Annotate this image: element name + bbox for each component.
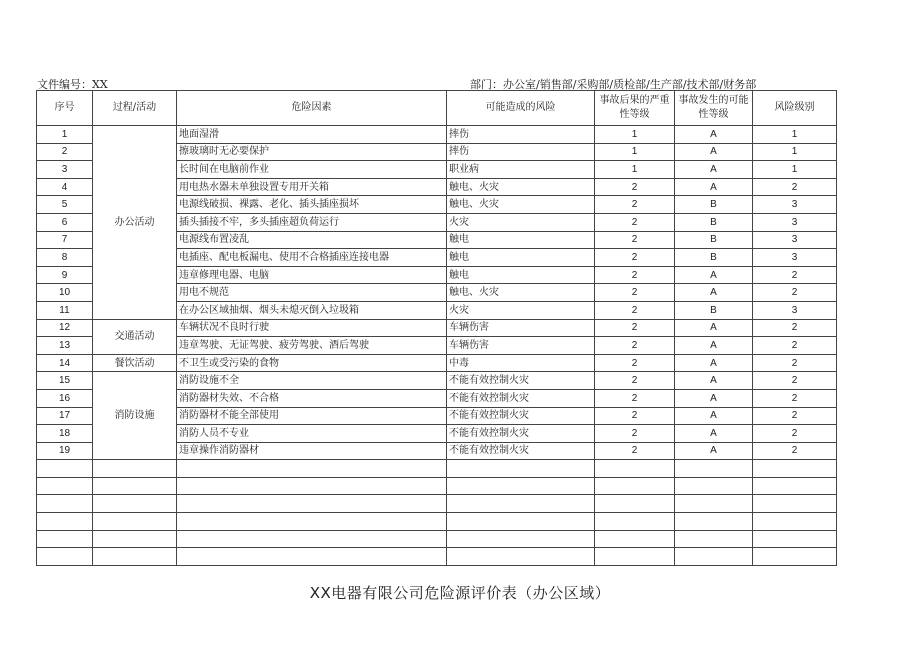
cell-risk: 职业病	[447, 161, 595, 179]
document-title: XX电器有限公司危险源评价表（办公区域）	[309, 584, 611, 602]
cell-level: 3	[753, 196, 837, 214]
cell-severity: 2	[595, 354, 675, 372]
cell-level: 3	[753, 301, 837, 319]
cell-hazard: 违章修理电器、电脑	[177, 266, 447, 284]
empty-row	[37, 495, 837, 513]
cell-likelihood: A	[675, 143, 753, 161]
header-no: 序号	[37, 91, 93, 126]
cell-severity: 1	[595, 143, 675, 161]
cell-likelihood: A	[675, 284, 753, 302]
header-severity: 事故后果的严重性等级	[595, 91, 675, 126]
cell-likelihood: B	[675, 213, 753, 231]
document-number: 文件编号：XX	[37, 78, 108, 91]
cell-severity: 2	[595, 319, 675, 337]
cell-risk: 摔伤	[447, 143, 595, 161]
cell-likelihood: A	[675, 372, 753, 390]
cell-likelihood: B	[675, 249, 753, 267]
cell-level: 2	[753, 284, 837, 302]
group-office: 办公活动	[93, 126, 177, 320]
cell-severity: 2	[595, 372, 675, 390]
empty-row	[37, 530, 837, 548]
table-header-row	[37, 91, 837, 126]
table-row	[37, 126, 837, 144]
cell-risk: 中毒	[447, 354, 595, 372]
cell-level: 2	[753, 266, 837, 284]
cell-hazard: 消防人员不专业	[177, 425, 447, 443]
cell-severity: 2	[595, 231, 675, 249]
cell-risk: 不能有效控制火灾	[447, 407, 595, 425]
cell-risk: 触电	[447, 231, 595, 249]
cell-hazard: 消防器材失效、不合格	[177, 389, 447, 407]
cell-likelihood: A	[675, 161, 753, 179]
cell-no: 5	[37, 196, 93, 214]
cell-hazard: 消防设施不全	[177, 372, 447, 390]
cell-hazard: 地面湿滑	[177, 126, 447, 144]
cell-level: 3	[753, 231, 837, 249]
cell-no: 8	[37, 249, 93, 267]
cell-severity: 2	[595, 266, 675, 284]
hazard-evaluation-table	[36, 90, 837, 566]
cell-severity: 2	[595, 407, 675, 425]
table-row	[37, 319, 837, 337]
cell-risk: 触电、火灾	[447, 284, 595, 302]
cell-hazard: 违章驾驶、无证驾驶、疲劳驾驶、酒后驾驶	[177, 337, 447, 355]
cell-risk: 不能有效控制火灾	[447, 442, 595, 460]
cell-level: 1	[753, 161, 837, 179]
cell-risk: 触电、火灾	[447, 196, 595, 214]
cell-no: 9	[37, 266, 93, 284]
cell-likelihood: A	[675, 442, 753, 460]
cell-level: 2	[753, 442, 837, 460]
cell-no: 18	[37, 425, 93, 443]
cell-level: 2	[753, 337, 837, 355]
cell-hazard: 用电不规范	[177, 284, 447, 302]
table-row	[37, 354, 837, 372]
header-activity: 过程/活动	[93, 91, 177, 126]
table-row	[37, 372, 837, 390]
cell-no: 3	[37, 161, 93, 179]
cell-no: 15	[37, 372, 93, 390]
group-traffic: 交通活动	[93, 319, 177, 354]
cell-severity: 1	[595, 126, 675, 144]
cell-hazard: 消防器材不能全部使用	[177, 407, 447, 425]
header-risk-level: 风险级别	[753, 91, 837, 126]
cell-level: 2	[753, 425, 837, 443]
cell-no: 6	[37, 213, 93, 231]
cell-likelihood: A	[675, 389, 753, 407]
header-hazard: 危险因素	[177, 91, 447, 126]
cell-level: 2	[753, 389, 837, 407]
cell-level: 2	[753, 372, 837, 390]
cell-risk: 车辆伤害	[447, 319, 595, 337]
group-fire: 消防设施	[93, 372, 177, 460]
cell-hazard: 不卫生或受污染的食物	[177, 354, 447, 372]
cell-hazard: 在办公区域抽烟、烟头未熄灭倒入垃圾箱	[177, 301, 447, 319]
cell-severity: 1	[595, 161, 675, 179]
cell-likelihood: B	[675, 231, 753, 249]
cell-no: 11	[37, 301, 93, 319]
cell-severity: 2	[595, 178, 675, 196]
cell-hazard: 电源线布置凌乱	[177, 231, 447, 249]
header-likelihood: 事故发生的可能性等级	[675, 91, 753, 126]
department-list: 部门：办公室/销售部/采购部/质检部/生产部/技术部/财务部	[470, 78, 757, 91]
cell-no: 12	[37, 319, 93, 337]
empty-row	[37, 513, 837, 531]
cell-level: 3	[753, 213, 837, 231]
cell-risk: 火灾	[447, 213, 595, 231]
cell-level: 2	[753, 407, 837, 425]
cell-hazard: 车辆状况不良时行驶	[177, 319, 447, 337]
cell-hazard: 长时间在电脑前作业	[177, 161, 447, 179]
cell-level: 2	[753, 178, 837, 196]
cell-risk: 火灾	[447, 301, 595, 319]
cell-no: 2	[37, 143, 93, 161]
cell-severity: 2	[595, 196, 675, 214]
cell-severity: 2	[595, 284, 675, 302]
cell-risk: 摔伤	[447, 126, 595, 144]
cell-severity: 2	[595, 249, 675, 267]
cell-likelihood: A	[675, 407, 753, 425]
cell-risk: 触电、火灾	[447, 178, 595, 196]
cell-risk: 车辆伤害	[447, 337, 595, 355]
cell-risk: 触电	[447, 266, 595, 284]
cell-level: 1	[753, 143, 837, 161]
header-risk: 可能造成的风险	[447, 91, 595, 126]
cell-no: 19	[37, 442, 93, 460]
cell-no: 7	[37, 231, 93, 249]
empty-row	[37, 460, 837, 478]
cell-severity: 2	[595, 213, 675, 231]
cell-risk: 不能有效控制火灾	[447, 425, 595, 443]
cell-severity: 2	[595, 442, 675, 460]
cell-likelihood: A	[675, 337, 753, 355]
cell-no: 4	[37, 178, 93, 196]
cell-level: 2	[753, 354, 837, 372]
cell-hazard: 电源线破损、裸露、老化、插头插座损坏	[177, 196, 447, 214]
empty-row	[37, 477, 837, 495]
cell-no: 16	[37, 389, 93, 407]
cell-hazard: 电插座、配电板漏电、使用不合格插座连接电器	[177, 249, 447, 267]
cell-risk: 不能有效控制火灾	[447, 372, 595, 390]
cell-level: 2	[753, 319, 837, 337]
empty-row	[37, 548, 837, 566]
cell-severity: 2	[595, 389, 675, 407]
cell-likelihood: A	[675, 178, 753, 196]
cell-likelihood: B	[675, 301, 753, 319]
cell-severity: 2	[595, 301, 675, 319]
cell-severity: 2	[595, 337, 675, 355]
cell-hazard: 用电热水器未单独设置专用开关箱	[177, 178, 447, 196]
cell-likelihood: B	[675, 196, 753, 214]
cell-risk: 触电	[447, 249, 595, 267]
cell-level: 3	[753, 249, 837, 267]
cell-hazard: 擦玻璃时无必要保护	[177, 143, 447, 161]
cell-likelihood: A	[675, 319, 753, 337]
cell-no: 17	[37, 407, 93, 425]
cell-level: 1	[753, 126, 837, 144]
cell-hazard: 插头插接不牢，多头插座超负荷运行	[177, 213, 447, 231]
cell-likelihood: A	[675, 425, 753, 443]
cell-no: 13	[37, 337, 93, 355]
cell-likelihood: A	[675, 354, 753, 372]
cell-risk: 不能有效控制火灾	[447, 389, 595, 407]
cell-no: 1	[37, 126, 93, 144]
cell-no: 14	[37, 354, 93, 372]
cell-likelihood: A	[675, 266, 753, 284]
cell-severity: 2	[595, 425, 675, 443]
cell-no: 10	[37, 284, 93, 302]
cell-hazard: 违章操作消防器材	[177, 442, 447, 460]
cell-likelihood: A	[675, 126, 753, 144]
group-dining: 餐饮活动	[93, 354, 177, 372]
